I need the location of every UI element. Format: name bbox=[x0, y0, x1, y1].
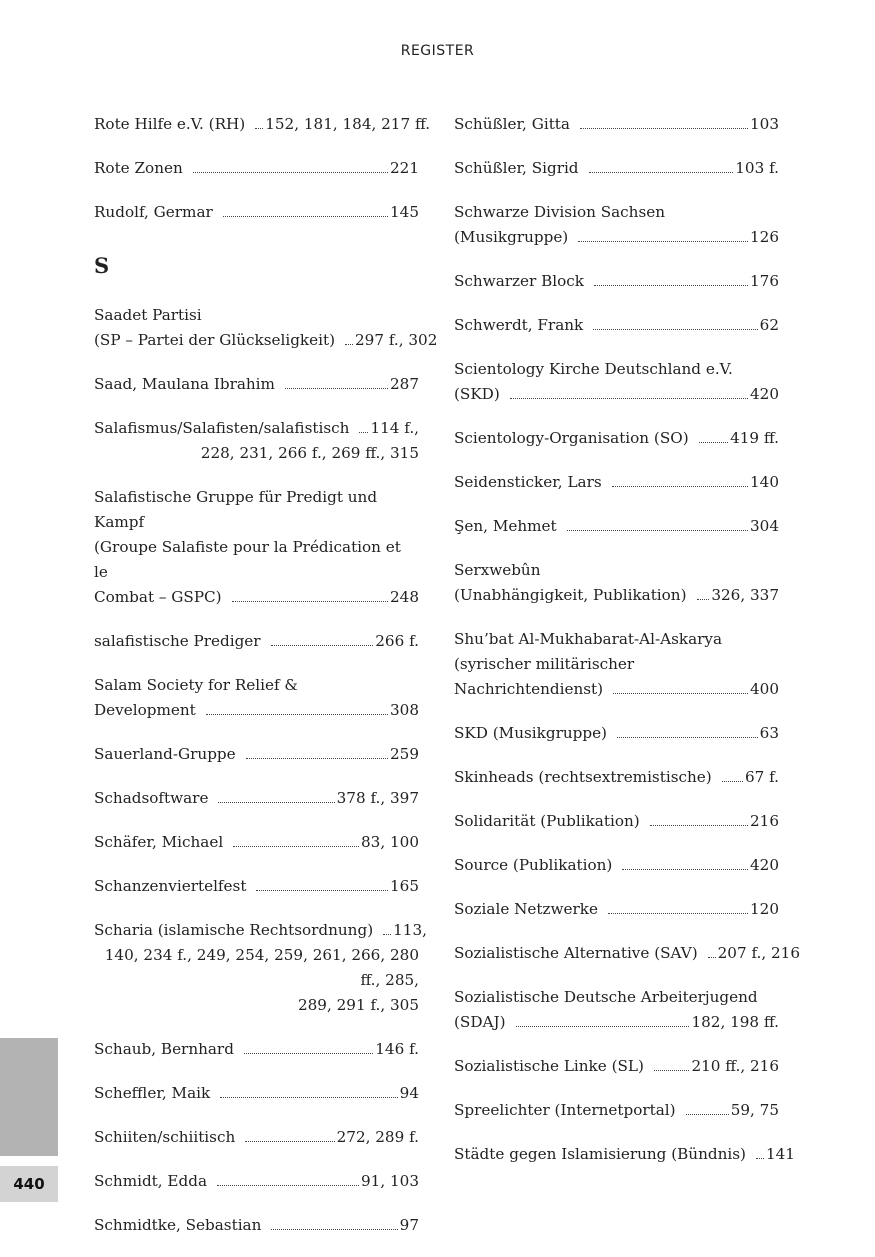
entry-pages: 113, bbox=[393, 921, 427, 939]
index-entry bbox=[454, 269, 779, 294]
index-column-right bbox=[454, 112, 801, 1186]
entry-pages: 62 bbox=[759, 316, 779, 334]
entry-line bbox=[94, 416, 419, 441]
dot-leader bbox=[255, 128, 263, 129]
entry-term: Schüßler, Sigrid bbox=[454, 159, 579, 177]
index-entry bbox=[94, 1125, 419, 1150]
index-entry bbox=[94, 416, 419, 466]
entry-term-line: Shu’bat Al-Mukhabarat-Al-Askarya bbox=[454, 630, 723, 648]
index-entry bbox=[454, 357, 779, 407]
entry-pages: 120 bbox=[750, 900, 779, 918]
entry-term-line: (syrischer militärischer bbox=[454, 655, 635, 673]
dot-leader bbox=[613, 693, 748, 694]
entry-line bbox=[94, 874, 419, 899]
entry-term-line: Salafistische Gruppe für Predigt und Kampf bbox=[94, 488, 378, 531]
dot-leader bbox=[206, 714, 388, 715]
dot-leader bbox=[708, 957, 716, 958]
dot-leader bbox=[359, 432, 368, 433]
index-entry bbox=[454, 426, 779, 451]
entry-pages-continued: 289, 291 f., 305 bbox=[297, 996, 419, 1014]
dot-leader bbox=[220, 1097, 397, 1098]
entry-term: Skinheads (rechtsextremistische) bbox=[454, 768, 712, 786]
entry-line bbox=[454, 470, 779, 495]
entry-pages: 126 bbox=[750, 228, 779, 246]
entry-term: Sozialistische Linke (SL) bbox=[454, 1057, 644, 1075]
entry-pages: 63 bbox=[759, 724, 779, 742]
entry-line bbox=[94, 1213, 419, 1238]
entry-pages: 59, 75 bbox=[730, 1101, 779, 1119]
dot-leader bbox=[345, 344, 353, 345]
entry-term: Schaub, Bernhard bbox=[94, 1040, 234, 1058]
entry-line bbox=[454, 514, 779, 539]
entry-line bbox=[94, 200, 419, 225]
entry-pages: 141 bbox=[765, 1145, 795, 1163]
index-entry bbox=[454, 627, 779, 702]
entry-term: Şen, Mehmet bbox=[454, 517, 557, 535]
dot-leader bbox=[271, 1229, 397, 1230]
index-entry bbox=[94, 830, 419, 855]
entry-term: Source (Publikation) bbox=[454, 856, 613, 874]
index-entry bbox=[94, 786, 419, 811]
entry-line bbox=[454, 112, 779, 137]
entry-line bbox=[454, 677, 779, 702]
entry-term: Rudolf, Germar bbox=[94, 203, 213, 221]
entry-term: Seidensticker, Lars bbox=[454, 473, 602, 491]
dot-leader bbox=[256, 890, 388, 891]
entry-line bbox=[454, 269, 779, 294]
index-entry bbox=[454, 765, 779, 790]
entry-line bbox=[454, 897, 779, 922]
dot-leader bbox=[686, 1114, 729, 1115]
index-entry bbox=[454, 313, 779, 338]
entry-term: Städte gegen Islamisierung (Bündnis) bbox=[454, 1145, 746, 1163]
index-entry bbox=[94, 1213, 419, 1238]
index-entry bbox=[94, 156, 419, 181]
entry-term: Saad, Maulana Ibrahim bbox=[94, 375, 275, 393]
index-entry bbox=[94, 629, 419, 654]
entry-line bbox=[454, 1142, 795, 1167]
entry-line bbox=[454, 941, 801, 966]
entry-line bbox=[94, 1081, 419, 1106]
thumb-tab bbox=[0, 1038, 58, 1156]
entry-pages: 165 bbox=[390, 877, 419, 895]
dot-leader bbox=[223, 216, 388, 217]
section-heading: S bbox=[94, 253, 110, 278]
dot-leader bbox=[271, 645, 374, 646]
entry-term: (SDAJ) bbox=[454, 1013, 506, 1031]
index-entry bbox=[454, 941, 801, 966]
entry-pages: 91, 103 bbox=[361, 1172, 419, 1190]
index-entry bbox=[94, 485, 419, 610]
entry-term: Solidarität (Publikation) bbox=[454, 812, 640, 830]
entry-pages: 248 bbox=[390, 588, 419, 606]
entry-pages: 420 bbox=[750, 856, 779, 874]
entry-term: (SP – Partei der Glückseligkeit) bbox=[94, 331, 335, 349]
entry-line bbox=[94, 742, 419, 767]
entry-pages: 420 bbox=[750, 385, 779, 403]
entry-term: Schwarzer Block bbox=[454, 272, 584, 290]
index-entry bbox=[94, 1081, 419, 1106]
entry-term: Schwerdt, Frank bbox=[454, 316, 584, 334]
dot-leader bbox=[578, 241, 748, 242]
index-entry bbox=[454, 809, 779, 834]
index-column-left bbox=[94, 112, 438, 1257]
dot-leader bbox=[612, 486, 748, 487]
entry-term: Soziale Netzwerke bbox=[454, 900, 598, 918]
entry-term-line: Salam Society for Relief & bbox=[94, 676, 298, 694]
entry-term: Schiiten/schiitisch bbox=[94, 1128, 236, 1146]
entry-term-line: Scientology Kirche Deutschland e.V. bbox=[454, 360, 733, 378]
index-entry bbox=[454, 558, 779, 608]
entry-term-line: (Groupe Salafiste pour la Prédication et le bbox=[94, 538, 401, 581]
entry-pages-continued: 228, 231, 266 f., 269 ff., 315 bbox=[200, 444, 419, 462]
entry-pages: 94 bbox=[399, 1084, 419, 1102]
index-entry bbox=[454, 514, 779, 539]
entry-term-line: Serxwebûn bbox=[454, 561, 541, 579]
entry-pages: 308 bbox=[390, 701, 419, 719]
dot-leader bbox=[193, 172, 388, 173]
dot-leader bbox=[510, 398, 748, 399]
entry-pages: 378 f., 397 bbox=[336, 789, 419, 807]
entry-pages: 326, 337 bbox=[711, 586, 779, 604]
dot-leader bbox=[608, 913, 748, 914]
entry-line bbox=[454, 583, 779, 608]
entry-pages: 304 bbox=[750, 517, 779, 535]
entry-term: Scientology-Organisation (SO) bbox=[454, 429, 689, 447]
dot-leader bbox=[650, 825, 748, 826]
dot-leader bbox=[246, 758, 388, 759]
entry-pages: 67 f. bbox=[744, 768, 779, 786]
dot-leader bbox=[285, 388, 388, 389]
index-entry bbox=[454, 1142, 795, 1167]
entry-pages: 97 bbox=[399, 1216, 419, 1234]
entry-line bbox=[454, 721, 779, 746]
entry-term: Development bbox=[94, 701, 196, 719]
entry-pages: 176 bbox=[750, 272, 779, 290]
index-entry bbox=[94, 874, 419, 899]
entry-line bbox=[94, 585, 419, 610]
dot-leader bbox=[245, 1141, 334, 1142]
entry-term: Nachrichtendienst) bbox=[454, 680, 604, 698]
index-entry bbox=[94, 918, 427, 1018]
entry-line bbox=[94, 112, 431, 137]
entry-term: salafistische Prediger bbox=[94, 632, 261, 650]
entry-term: (Unabhängigkeit, Publikation) bbox=[454, 586, 687, 604]
index-entry bbox=[454, 470, 779, 495]
index-entry bbox=[454, 985, 779, 1035]
index-entry bbox=[94, 673, 419, 723]
entry-line bbox=[94, 156, 419, 181]
entry-term: Schäfer, Michael bbox=[94, 833, 224, 851]
entry-line bbox=[454, 1010, 779, 1035]
dot-leader bbox=[233, 846, 359, 847]
dot-leader bbox=[244, 1053, 373, 1054]
entry-pages: 103 bbox=[750, 115, 779, 133]
entry-pages: 140 bbox=[750, 473, 779, 491]
entry-term: Scharia (islamische Rechtsordnung) bbox=[94, 921, 374, 939]
entry-line bbox=[454, 1098, 779, 1123]
index-entry bbox=[94, 1169, 419, 1194]
entry-term: Schmidtke, Sebastian bbox=[94, 1216, 262, 1234]
dot-leader bbox=[218, 802, 334, 803]
entry-line bbox=[94, 328, 438, 353]
dot-leader bbox=[232, 601, 388, 602]
dot-leader bbox=[654, 1070, 690, 1071]
dot-leader bbox=[217, 1185, 359, 1186]
entry-pages: 103 f. bbox=[735, 159, 779, 177]
dot-leader bbox=[580, 128, 748, 129]
entry-pages: 287 bbox=[390, 375, 419, 393]
entry-term: Spreelichter (Internetportal) bbox=[454, 1101, 676, 1119]
entry-line bbox=[94, 786, 419, 811]
entry-line bbox=[454, 809, 779, 834]
entry-pages: 272, 289 f. bbox=[336, 1128, 419, 1146]
entry-line bbox=[94, 1037, 419, 1062]
index-entry bbox=[454, 853, 779, 878]
entry-pages: 210 ff., 216 bbox=[691, 1057, 779, 1075]
entry-term: (SKD) bbox=[454, 385, 500, 403]
index-entry bbox=[94, 1037, 419, 1062]
entry-line bbox=[94, 372, 419, 397]
entry-pages: 145 bbox=[390, 203, 419, 221]
entry-pages: 182, 198 ff. bbox=[691, 1013, 779, 1031]
entry-pages: 259 bbox=[390, 745, 419, 763]
entry-line bbox=[94, 830, 419, 855]
dot-leader bbox=[622, 869, 748, 870]
entry-line bbox=[454, 156, 779, 181]
entry-term: Schüßler, Gitta bbox=[454, 115, 570, 133]
entry-line bbox=[454, 765, 779, 790]
dot-leader bbox=[697, 599, 710, 600]
entry-term-line: Sozialistische Deutsche Arbeiterjugend bbox=[454, 988, 758, 1006]
dot-leader bbox=[593, 329, 757, 330]
index-entry bbox=[94, 372, 419, 397]
dot-leader bbox=[756, 1158, 764, 1159]
entry-pages: 152, 181, 184, 217 ff. bbox=[265, 115, 431, 133]
entry-line bbox=[454, 382, 779, 407]
entry-line bbox=[94, 698, 419, 723]
entry-line bbox=[94, 1125, 419, 1150]
entry-line bbox=[454, 426, 779, 451]
entry-pages: 114 f., bbox=[370, 419, 419, 437]
entry-term: Combat – GSPC) bbox=[94, 588, 222, 606]
dot-leader bbox=[722, 781, 743, 782]
entry-term: Rote Hilfe e.V. (RH) bbox=[94, 115, 246, 133]
index-entry bbox=[454, 1054, 779, 1079]
entry-term-line: Saadet Partisi bbox=[94, 306, 202, 324]
entry-line bbox=[94, 1169, 419, 1194]
entry-term-line: Schwarze Division Sachsen bbox=[454, 203, 666, 221]
entry-pages: 207 f., 216 bbox=[717, 944, 801, 962]
index-entry bbox=[454, 156, 779, 181]
index-entry bbox=[454, 897, 779, 922]
entry-line bbox=[454, 225, 779, 250]
entry-pages: 297 f., 302 bbox=[355, 331, 438, 349]
dot-leader bbox=[567, 530, 748, 531]
dot-leader bbox=[589, 172, 734, 173]
dot-leader bbox=[617, 737, 758, 738]
entry-term: Sozialistische Alternative (SAV) bbox=[454, 944, 698, 962]
entry-pages: 266 f. bbox=[375, 632, 419, 650]
index-entry bbox=[454, 1098, 779, 1123]
page-number: 440 bbox=[0, 1166, 58, 1202]
entry-line bbox=[454, 1054, 779, 1079]
index-entry bbox=[454, 112, 779, 137]
entry-term: Salafismus/Salafisten/salafistisch bbox=[94, 419, 350, 437]
entry-term: Scheffler, Maik bbox=[94, 1084, 211, 1102]
index-entry bbox=[454, 721, 779, 746]
entry-term: Schadsoftware bbox=[94, 789, 209, 807]
entry-term: Sauerland-Gruppe bbox=[94, 745, 236, 763]
entry-term: Schmidt, Edda bbox=[94, 1172, 208, 1190]
entry-pages: 216 bbox=[750, 812, 779, 830]
entry-line bbox=[454, 313, 779, 338]
entry-pages: 419 ff. bbox=[730, 429, 779, 447]
entry-pages: 400 bbox=[750, 680, 779, 698]
index-entry bbox=[94, 112, 431, 137]
dot-leader bbox=[383, 934, 391, 935]
index-entry bbox=[94, 200, 419, 225]
entry-term: Schanzenviertelfest bbox=[94, 877, 247, 895]
entry-term: SKD (Musikgruppe) bbox=[454, 724, 607, 742]
entry-line bbox=[94, 629, 419, 654]
running-header: REGISTER bbox=[400, 43, 475, 59]
entry-pages: 83, 100 bbox=[361, 833, 419, 851]
index-entry bbox=[94, 303, 438, 353]
index-entry bbox=[94, 742, 419, 767]
dot-leader bbox=[699, 442, 728, 443]
entry-pages-continued: 140, 234 f., 249, 254, 259, 261, 266, 280 ff., 285, bbox=[104, 946, 419, 989]
index-entry bbox=[454, 200, 779, 250]
entry-term: (Musikgruppe) bbox=[454, 228, 569, 246]
entry-line bbox=[454, 853, 779, 878]
dot-leader bbox=[594, 285, 748, 286]
entry-pages: 221 bbox=[390, 159, 419, 177]
dot-leader bbox=[516, 1026, 690, 1027]
entry-line bbox=[94, 918, 427, 943]
entry-pages: 146 f. bbox=[375, 1040, 419, 1058]
entry-term: Rote Zonen bbox=[94, 159, 183, 177]
